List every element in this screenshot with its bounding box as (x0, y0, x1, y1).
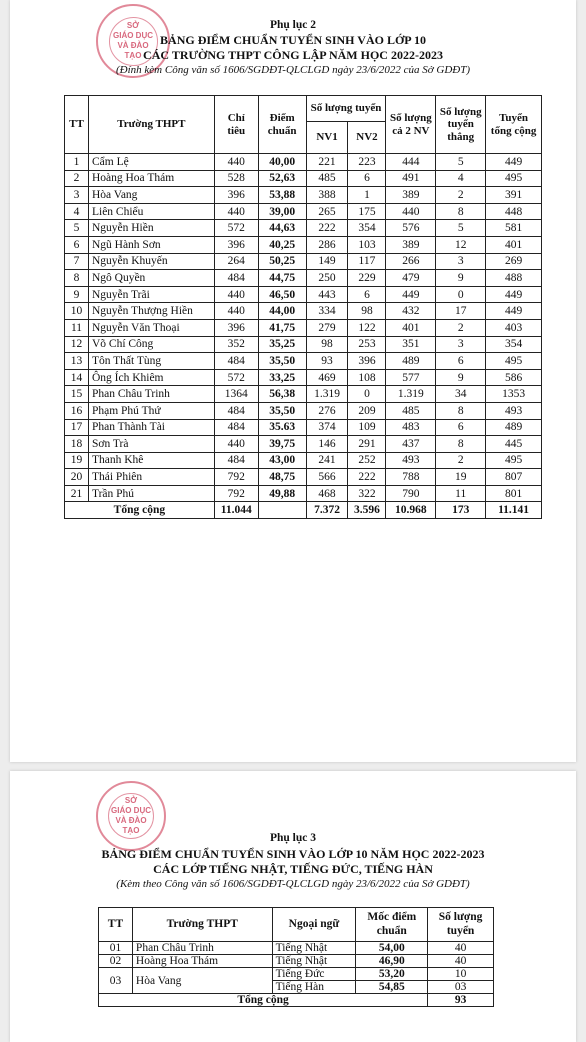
cell-quota: 484 (214, 419, 258, 436)
table-row (65, 286, 542, 303)
table-row (65, 303, 542, 320)
total-quota: 11.044 (214, 502, 258, 519)
total-both: 10.968 (386, 502, 436, 519)
annex-3-sheet (10, 771, 576, 1042)
cell-quota: 484 (214, 402, 258, 419)
cell-tt: 16 (65, 402, 89, 419)
cell-nv2: 223 (348, 154, 386, 171)
cell-tt: 12 (65, 336, 89, 353)
cell-score: 54,85 (356, 981, 428, 994)
cell-both: 444 (386, 154, 436, 171)
cell-score: 41,75 (258, 319, 306, 336)
cell-nv1: 93 (306, 353, 348, 370)
cell-tt: 13 (65, 353, 89, 370)
cell-nv2: 0 (348, 386, 386, 403)
cell-school: Tôn Thất Tùng (88, 353, 214, 370)
cell-school: Hoàng Hoa Thám (132, 955, 272, 968)
header-score: Điểm chuẩn (258, 96, 306, 154)
cell-quota: 484 (214, 452, 258, 469)
cell-nv2: 209 (348, 402, 386, 419)
annex-2-sheet (10, 0, 576, 762)
total-nv1: 7.372 (306, 502, 348, 519)
cell-school: Võ Chí Công (88, 336, 214, 353)
cell-nv2: 253 (348, 336, 386, 353)
cell-tt: 21 (65, 485, 89, 502)
cell-direct: 19 (436, 469, 486, 486)
cell-total: 401 (486, 236, 542, 253)
cell-nv1: 469 (306, 369, 348, 386)
header-score: Mốc điểm chuẩn (356, 908, 428, 942)
cell-quota: 440 (214, 303, 258, 320)
cell-direct: 8 (436, 402, 486, 419)
cell-tt: 20 (65, 469, 89, 486)
table-row (65, 386, 542, 403)
cell-nv1: 1.319 (306, 386, 348, 403)
cell-quota: 440 (214, 154, 258, 171)
cell-nv2: 6 (348, 170, 386, 187)
cell-score: 39,00 (258, 203, 306, 220)
cell-quota: 396 (214, 319, 258, 336)
cell-direct: 3 (436, 253, 486, 270)
cell-language: Tiếng Nhật (272, 955, 356, 968)
cell-nv1: 98 (306, 336, 348, 353)
cell-score: 50,25 (258, 253, 306, 270)
header-admitted: Số lượng tuyển (306, 96, 386, 122)
table-row (65, 187, 542, 204)
header-nv1: NV1 (306, 122, 348, 154)
cell-school: Phan Châu Trinh (132, 942, 272, 955)
cell-score: 54,00 (356, 942, 428, 955)
cell-nv2: 222 (348, 469, 386, 486)
cell-total: 449 (486, 154, 542, 171)
table-row (65, 485, 542, 502)
cell-direct: 3 (436, 336, 486, 353)
cell-school: Hòa Vang (132, 968, 272, 994)
cell-both: 1.319 (386, 386, 436, 403)
cell-direct: 5 (436, 154, 486, 171)
cell-score: 40,00 (258, 154, 306, 171)
cell-school: Sơn Trà (88, 436, 214, 453)
cell-language: Tiếng Đức (272, 968, 356, 981)
cell-direct: 6 (436, 353, 486, 370)
cell-tt: 3 (65, 187, 89, 204)
cell-quota: 792 (214, 485, 258, 502)
header-admitted: Số lượng tuyển (428, 908, 494, 942)
total-label: Tổng cộng (99, 994, 428, 1007)
cell-quota: 396 (214, 236, 258, 253)
header-total: Tuyển tổng cộng (486, 96, 542, 154)
total-score-empty (258, 502, 306, 519)
cell-tt: 2 (65, 170, 89, 187)
header-school: Trường THPT (132, 908, 272, 942)
cell-both: 485 (386, 402, 436, 419)
cell-tt: 11 (65, 319, 89, 336)
cell-total: 495 (486, 353, 542, 370)
header-direct: Số lượng tuyển thẳng (436, 96, 486, 154)
table-row (65, 319, 542, 336)
cell-nv1: 250 (306, 270, 348, 287)
cell-total: 495 (486, 170, 542, 187)
document-reference: (Kèm theo Công văn số 1606/SGDĐT-QLCLGD ngày 23/6/2022 của Sở GDĐT) (116, 878, 470, 890)
table-row (65, 220, 542, 237)
cell-direct: 8 (436, 436, 486, 453)
cell-tt: 14 (65, 369, 89, 386)
seal-line: SỞ (126, 21, 140, 30)
seal-line: VÀ ĐÀO TẠO (115, 816, 147, 835)
cell-school: Thái Phiên (88, 469, 214, 486)
cell-both: 491 (386, 170, 436, 187)
cell-total: 354 (486, 336, 542, 353)
cell-total: 493 (486, 402, 542, 419)
cell-tt: 02 (99, 955, 133, 968)
table-title-line1: BẢNG ĐIỂM CHUẨN TUYỂN SINH VÀO LỚP 10 (160, 33, 426, 47)
cell-score: 52,63 (258, 170, 306, 187)
cell-tt: 6 (65, 236, 89, 253)
cell-nv2: 117 (348, 253, 386, 270)
cell-nv2: 98 (348, 303, 386, 320)
cell-nv1: 468 (306, 485, 348, 502)
cell-nv1: 443 (306, 286, 348, 303)
cell-school: Phan Châu Trinh (88, 386, 214, 403)
cell-quota: 396 (214, 187, 258, 204)
total-row (65, 502, 542, 519)
cell-school: Ngô Quyền (88, 270, 214, 287)
header-tt: TT (65, 96, 89, 154)
cell-admitted: 10 (428, 968, 494, 981)
cell-score: 56,38 (258, 386, 306, 403)
seal-line: GIÁO DỤC (113, 31, 153, 40)
cell-total: 449 (486, 303, 542, 320)
table-row (65, 270, 542, 287)
cell-total: 403 (486, 319, 542, 336)
cell-tt: 9 (65, 286, 89, 303)
cell-nv2: 175 (348, 203, 386, 220)
header-language: Ngoại ngữ (272, 908, 356, 942)
total-label: Tổng cộng (65, 502, 215, 519)
total-direct: 173 (436, 502, 486, 519)
cell-both: 437 (386, 436, 436, 453)
cell-quota: 528 (214, 170, 258, 187)
cell-school: Liên Chiểu (88, 203, 214, 220)
cell-school: Nguyễn Thượng Hiền (88, 303, 214, 320)
cell-tt: 01 (99, 942, 133, 955)
cell-tt: 4 (65, 203, 89, 220)
cell-tt: 18 (65, 436, 89, 453)
cell-nv2: 103 (348, 236, 386, 253)
table-row (65, 203, 542, 220)
cell-tt: 8 (65, 270, 89, 287)
cell-score: 40,25 (258, 236, 306, 253)
cell-tt: 17 (65, 419, 89, 436)
cell-both: 479 (386, 270, 436, 287)
table-row (65, 253, 542, 270)
cell-language: Tiếng Nhật (272, 942, 356, 955)
cell-school: Trần Phú (88, 485, 214, 502)
document-reference: (Đính kèm Công văn số 1606/SGDĐT-QLCLGD ngày 23/6/2022 của Sở GDĐT) (116, 64, 470, 76)
table-title-line2: CÁC LỚP TIẾNG NHẬT, TIẾNG ĐỨC, TIẾNG HÀN (153, 862, 433, 876)
cell-tt: 10 (65, 303, 89, 320)
table-row (65, 353, 542, 370)
cell-direct: 12 (436, 236, 486, 253)
cell-school: Thanh Khê (88, 452, 214, 469)
cell-total: 449 (486, 286, 542, 303)
total-total: 11.141 (486, 502, 542, 519)
cell-school: Phan Thành Tài (88, 419, 214, 436)
table-row (65, 469, 542, 486)
cell-direct: 9 (436, 270, 486, 287)
cell-quota: 572 (214, 369, 258, 386)
cell-total: 807 (486, 469, 542, 486)
cell-direct: 9 (436, 369, 486, 386)
cell-nv2: 229 (348, 270, 386, 287)
cell-both: 401 (386, 319, 436, 336)
cell-score: 53,88 (258, 187, 306, 204)
cell-nv2: 396 (348, 353, 386, 370)
cell-nv1: 241 (306, 452, 348, 469)
cell-nv2: 252 (348, 452, 386, 469)
cell-direct: 34 (436, 386, 486, 403)
cell-school: Hòa Vang (88, 187, 214, 204)
cell-score: 46,90 (356, 955, 428, 968)
table-row (65, 452, 542, 469)
table-title-line2: CÁC TRƯỜNG THPT CÔNG LẬP NĂM HỌC 2022-2023 (143, 48, 443, 62)
cell-nv2: 109 (348, 419, 386, 436)
cell-both: 493 (386, 452, 436, 469)
table-row (99, 968, 494, 981)
cell-total: 269 (486, 253, 542, 270)
cell-total: 801 (486, 485, 542, 502)
cell-direct: 8 (436, 203, 486, 220)
cell-both: 577 (386, 369, 436, 386)
table-row (65, 154, 542, 171)
cell-score: 35,25 (258, 336, 306, 353)
cell-nv1: 146 (306, 436, 348, 453)
cell-nv1: 286 (306, 236, 348, 253)
table-row (65, 170, 542, 187)
cell-total: 489 (486, 419, 542, 436)
annex-label: Phụ lục 3 (269, 832, 316, 844)
header-school: Trường THPT (88, 96, 214, 154)
cell-school: Ngũ Hành Sơn (88, 236, 214, 253)
cell-direct: 0 (436, 286, 486, 303)
table-row (65, 336, 542, 353)
cell-school: Nguyễn Trãi (88, 286, 214, 303)
cell-nv1: 279 (306, 319, 348, 336)
cell-total: 488 (486, 270, 542, 287)
cell-nv1: 221 (306, 154, 348, 171)
cell-nv1: 374 (306, 419, 348, 436)
header-nv2: NV2 (348, 122, 386, 154)
cell-score: 44,00 (258, 303, 306, 320)
seal-line: VÀ ĐÀO TẠO (117, 41, 149, 60)
cell-nv1: 566 (306, 469, 348, 486)
cell-score: 46,50 (258, 286, 306, 303)
cell-tt: 5 (65, 220, 89, 237)
cell-school: Nguyễn Hiền (88, 220, 214, 237)
cell-direct: 11 (436, 485, 486, 502)
cell-score: 53,20 (356, 968, 428, 981)
cell-nv1: 388 (306, 187, 348, 204)
cell-score: 44,63 (258, 220, 306, 237)
cell-tt: 19 (65, 452, 89, 469)
cell-nv2: 122 (348, 319, 386, 336)
table-row (99, 955, 494, 968)
cell-quota: 440 (214, 286, 258, 303)
cell-direct: 2 (436, 452, 486, 469)
language-class-scores-table (98, 907, 494, 1007)
cell-nv1: 222 (306, 220, 348, 237)
total-admitted: 93 (428, 994, 494, 1007)
seal-line: GIÁO DỤC (111, 806, 151, 815)
cell-total: 1353 (486, 386, 542, 403)
total-nv2: 3.596 (348, 502, 386, 519)
cell-tt: 7 (65, 253, 89, 270)
cell-both: 440 (386, 203, 436, 220)
total-row (99, 994, 494, 1007)
cell-quota: 1364 (214, 386, 258, 403)
cell-nv2: 6 (348, 286, 386, 303)
cell-nv2: 1 (348, 187, 386, 204)
header-quota: Chỉ tiêu (214, 96, 258, 154)
cell-language: Tiếng Hàn (272, 981, 356, 994)
cell-tt: 1 (65, 154, 89, 171)
cell-total: 391 (486, 187, 542, 204)
cell-quota: 484 (214, 270, 258, 287)
cell-quota: 440 (214, 203, 258, 220)
cell-score: 49,88 (258, 485, 306, 502)
table-row (65, 419, 542, 436)
cell-both: 489 (386, 353, 436, 370)
cell-total: 445 (486, 436, 542, 453)
cell-school: Nguyễn Khuyến (88, 253, 214, 270)
cell-school: Hoàng Hoa Thám (88, 170, 214, 187)
cell-total: 448 (486, 203, 542, 220)
cell-score: 33,25 (258, 369, 306, 386)
cell-nv1: 265 (306, 203, 348, 220)
cell-nv2: 291 (348, 436, 386, 453)
cell-both: 790 (386, 485, 436, 502)
cell-score: 35.63 (258, 419, 306, 436)
cell-total: 581 (486, 220, 542, 237)
cell-school: Ông Ích Khiêm (88, 369, 214, 386)
table-row (65, 436, 542, 453)
cell-both: 351 (386, 336, 436, 353)
cell-both: 266 (386, 253, 436, 270)
cell-direct: 2 (436, 319, 486, 336)
cell-quota: 572 (214, 220, 258, 237)
cell-score: 35,50 (258, 353, 306, 370)
cell-nv1: 149 (306, 253, 348, 270)
table-row (99, 942, 494, 955)
table-row (65, 236, 542, 253)
cell-total: 586 (486, 369, 542, 386)
table-row (65, 402, 542, 419)
cell-score: 43,00 (258, 452, 306, 469)
cell-quota: 792 (214, 469, 258, 486)
cell-quota: 484 (214, 353, 258, 370)
cell-score: 48,75 (258, 469, 306, 486)
cell-nv2: 108 (348, 369, 386, 386)
cell-school: Nguyễn Văn Thoại (88, 319, 214, 336)
cell-direct: 4 (436, 170, 486, 187)
cell-nv1: 485 (306, 170, 348, 187)
cell-school: Phạm Phú Thứ (88, 402, 214, 419)
cell-nv1: 334 (306, 303, 348, 320)
cell-direct: 6 (436, 419, 486, 436)
cell-score: 39,75 (258, 436, 306, 453)
cell-tt: 03 (99, 968, 133, 994)
table-title-line1: BẢNG ĐIỂM CHUẨN TUYỂN SINH VÀO LỚP 10 NĂM HỌC 2022-2023 (101, 847, 485, 861)
seal-line: SỞ (124, 796, 138, 805)
cell-nv2: 322 (348, 485, 386, 502)
header-both: Số lượng cả 2 NV (386, 96, 436, 154)
annex-label: Phụ lục 2 (269, 19, 316, 31)
cell-school: Cẩm Lệ (88, 154, 214, 171)
cell-both: 432 (386, 303, 436, 320)
cell-score: 35,50 (258, 402, 306, 419)
cell-admitted: 40 (428, 942, 494, 955)
cell-quota: 264 (214, 253, 258, 270)
admission-scores-table (64, 95, 542, 519)
cell-both: 449 (386, 286, 436, 303)
cell-direct: 2 (436, 187, 486, 204)
cell-score: 44,75 (258, 270, 306, 287)
cell-both: 483 (386, 419, 436, 436)
cell-both: 389 (386, 236, 436, 253)
cell-direct: 17 (436, 303, 486, 320)
cell-admitted: 03 (428, 981, 494, 994)
cell-quota: 352 (214, 336, 258, 353)
cell-tt: 15 (65, 386, 89, 403)
cell-admitted: 40 (428, 955, 494, 968)
cell-direct: 5 (436, 220, 486, 237)
cell-nv1: 276 (306, 402, 348, 419)
cell-nv2: 354 (348, 220, 386, 237)
header-tt: TT (99, 908, 133, 942)
cell-both: 576 (386, 220, 436, 237)
cell-quota: 440 (214, 436, 258, 453)
admission-scores-body (65, 154, 542, 502)
cell-both: 788 (386, 469, 436, 486)
cell-total: 495 (486, 452, 542, 469)
table-row (65, 369, 542, 386)
cell-both: 389 (386, 187, 436, 204)
